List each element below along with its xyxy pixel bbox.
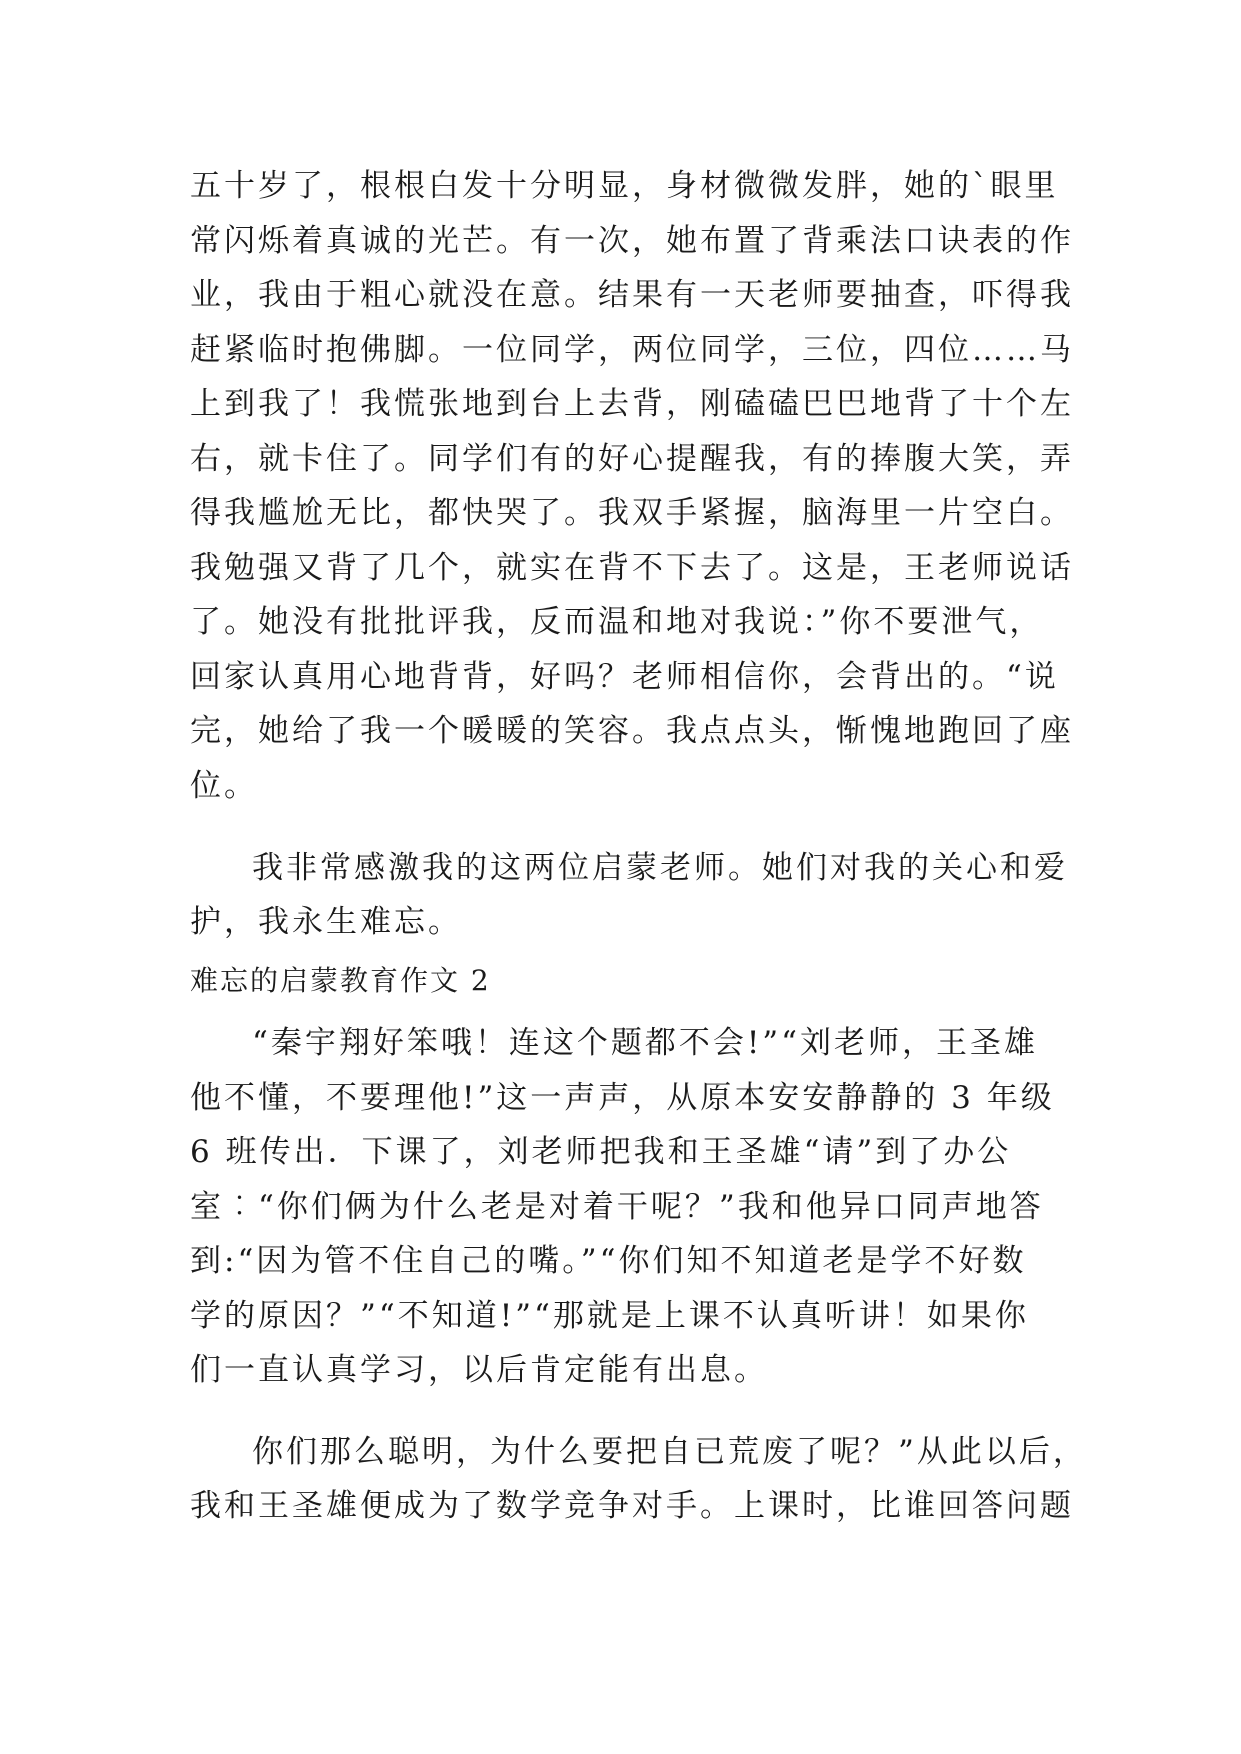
text-line: 位。 (190, 768, 258, 804)
text-line: 到:“因为管不住自己的嘴。”“你们知不知道老是学不好数 (190, 1243, 1027, 1279)
text-line: 我非常感激我的这两位启蒙老师。她们对我的关心和爱 (252, 850, 1068, 886)
text-line: 我勉强又背了几个，就实在背不下去了。这是，王老师说话 (190, 550, 1074, 586)
text-line: 五十岁了，根根白发十分明显，身材微微发胖，她的`眼里 (190, 168, 1059, 204)
text-line: 学的原因？”“不知道!”“那就是上课不认真听讲！如果你 (190, 1298, 1029, 1334)
text-line: 他不懂，不要理他!”这一声声，从原本安安静静的 3 年级 (190, 1080, 1055, 1116)
section-heading: 难忘的启蒙教育作文 2 (190, 964, 491, 997)
text-line: 得我尴尬无比，都快哭了。我双手紧握，脑海里一片空白。 (190, 495, 1074, 531)
text-line: 你们那么聪明，为什么要把自已荒废了呢？”从此以后， (252, 1434, 1087, 1470)
text-line: 护，我永生难忘。 (190, 904, 462, 940)
text-line: 业，我由于粗心就没在意。结果有一天老师要抽查，吓得我 (190, 277, 1074, 313)
text-line: 回家认真用心地背背，好吗？老师相信你，会背出的。“说 (190, 659, 1059, 695)
text-line: “秦宇翔好笨哦！连这个题都不会!”“刘老师，王圣雄 (252, 1025, 1038, 1061)
text-line: 们一直认真学习，以后肯定能有出息。 (190, 1352, 768, 1388)
text-line: 常闪烁着真诚的光芒。有一次，她布置了背乘法口诀表的作 (190, 223, 1074, 259)
text-line: 赶紧临时抱佛脚。一位同学，两位同学，三位，四位……马 (190, 332, 1074, 368)
text-line: 我和王圣雄便成为了数学竞争对手。上课时，比谁回答问题 (190, 1488, 1074, 1524)
text-line: 右，就卡住了。同学们有的好心提醒我，有的捧腹大笑，弄 (190, 441, 1074, 477)
text-line: 了。她没有批批评我，反而温和地对我说：”你不要泄气， (190, 604, 1044, 640)
text-line: 上到我了！我慌张地到台上去背，刚磕磕巴巴地背了十个左 (190, 386, 1074, 422)
text-line: 完，她给了我一个暖暖的笑容。我点点头，惭愧地跑回了座 (190, 713, 1074, 749)
text-line: 6 班传出．下课了，刘老师把我和王圣雄“请”到了办公 (190, 1134, 1012, 1170)
text-line: 室︰“你们俩为什么老是对着干呢？”我和他异口同声地答 (190, 1189, 1044, 1225)
